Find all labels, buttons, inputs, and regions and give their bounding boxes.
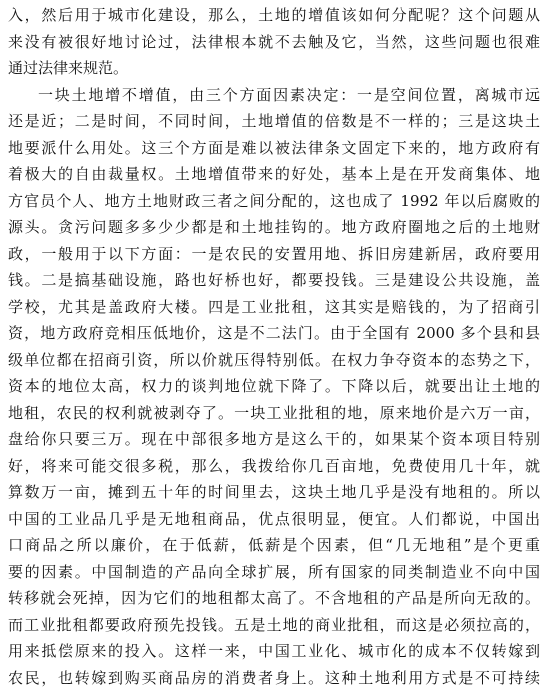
text-line: 地要派什么用处。这三个方面是难以被法律条文固定下来的，地方政府有 <box>8 138 540 157</box>
paragraph <box>8 82 540 692</box>
text-line: 转移就会死掉，因为它们的地租都太高了。不含地租的产品是所向无敌的。 <box>8 589 540 607</box>
text-line: 中国的工业品几乎是无地租商品，优点很明显，便宜。人们都说，中国出 <box>8 509 540 528</box>
text-line: 农民，也转嫁到购买商品房的消费者身上。这种土地利用方式是不可持续 <box>8 668 540 687</box>
text-line: 还是近；二是时间，不同时间，土地增值的倍数是不一样的；三是这块土 <box>8 112 540 130</box>
text-line: 方官员个人、地方土地财政三者之间分配的，这也成了 1992 年以后腐败的 <box>8 191 540 210</box>
document-page <box>8 2 540 691</box>
text-line: 口商品之所以廉价，在于低薪，低薪是个因素，但“几无地租”是个更重 <box>8 536 540 554</box>
text-line: 资本的地位太高，权力的谈判地位就下降了。下降以后，就要出让土地的 <box>8 377 540 395</box>
text-line: 资，地方政府竞相压低地价，这是不二法门。由于全国有 2000 多个县和县 <box>8 324 540 342</box>
paragraph <box>8 2 540 82</box>
text-line: 要的因素。中国制造的产品向全球扩展，所有国家的同类制造业不向中国 <box>8 562 540 581</box>
text-line: 政，一般用于以下方面：一是农民的安置用地、拆旧房建新居，政府要用 <box>8 244 540 263</box>
text-line: 通过法律来规范。 <box>8 59 129 77</box>
text-line: 盘给你只要三万。现在中部很多地方是这么干的，如果某个资本项目特别 <box>8 430 540 448</box>
text-line: 入，然后用于城市化建设，那么，土地的增值该如何分配呢？这个问题从 <box>8 6 540 24</box>
text-line: 好，将来可能交很多税，那么，我拨给你几百亩地，免费使用几十年，就 <box>8 456 540 475</box>
text-line: 着极大的自由裁量权。土地增值带来的好处，基本上是在开发商集体、地 <box>8 165 540 183</box>
text-line: 用来抵偿原来的投入。这样一来，中国工业化、城市化的成本不仅转嫁到 <box>8 642 540 660</box>
text-line: 一块土地增不增值，由三个方面因素决定：一是空间位置，离城市远 <box>38 85 540 104</box>
text-line: 来没有被很好地讨论过，法律根本就不去触及它，当然，这些问题也很难 <box>8 32 540 51</box>
text-line: 算数万一亩，摊到五十年的时间里去，这块土地几乎是没有地租的。所以 <box>8 483 540 501</box>
text-line: 源头。贪污问题多多少少都是和土地挂钩的。地方政府圈地之后的土地财 <box>8 218 540 236</box>
text-line: 学校，尤其是盖政府大楼。四是工业批租，这其实是赔钱的，为了招商引 <box>8 297 540 316</box>
text-line: 地租，农民的权利就被剥夺了。一块工业批租的地，原来地价是六万一亩， <box>8 403 540 422</box>
text-line: 钱。二是搞基础设施，路也好桥也好，都要投钱。三是建设公共设施，盖 <box>8 271 540 289</box>
text-line: 而工业批租都要政府预先投钱。五是土地的商业批租，而这是必须拉高的， <box>8 615 540 634</box>
text-line: 级单位都在招商引资，所以价就压得特别低。在权力争夺资本的态势之下， <box>8 350 540 369</box>
